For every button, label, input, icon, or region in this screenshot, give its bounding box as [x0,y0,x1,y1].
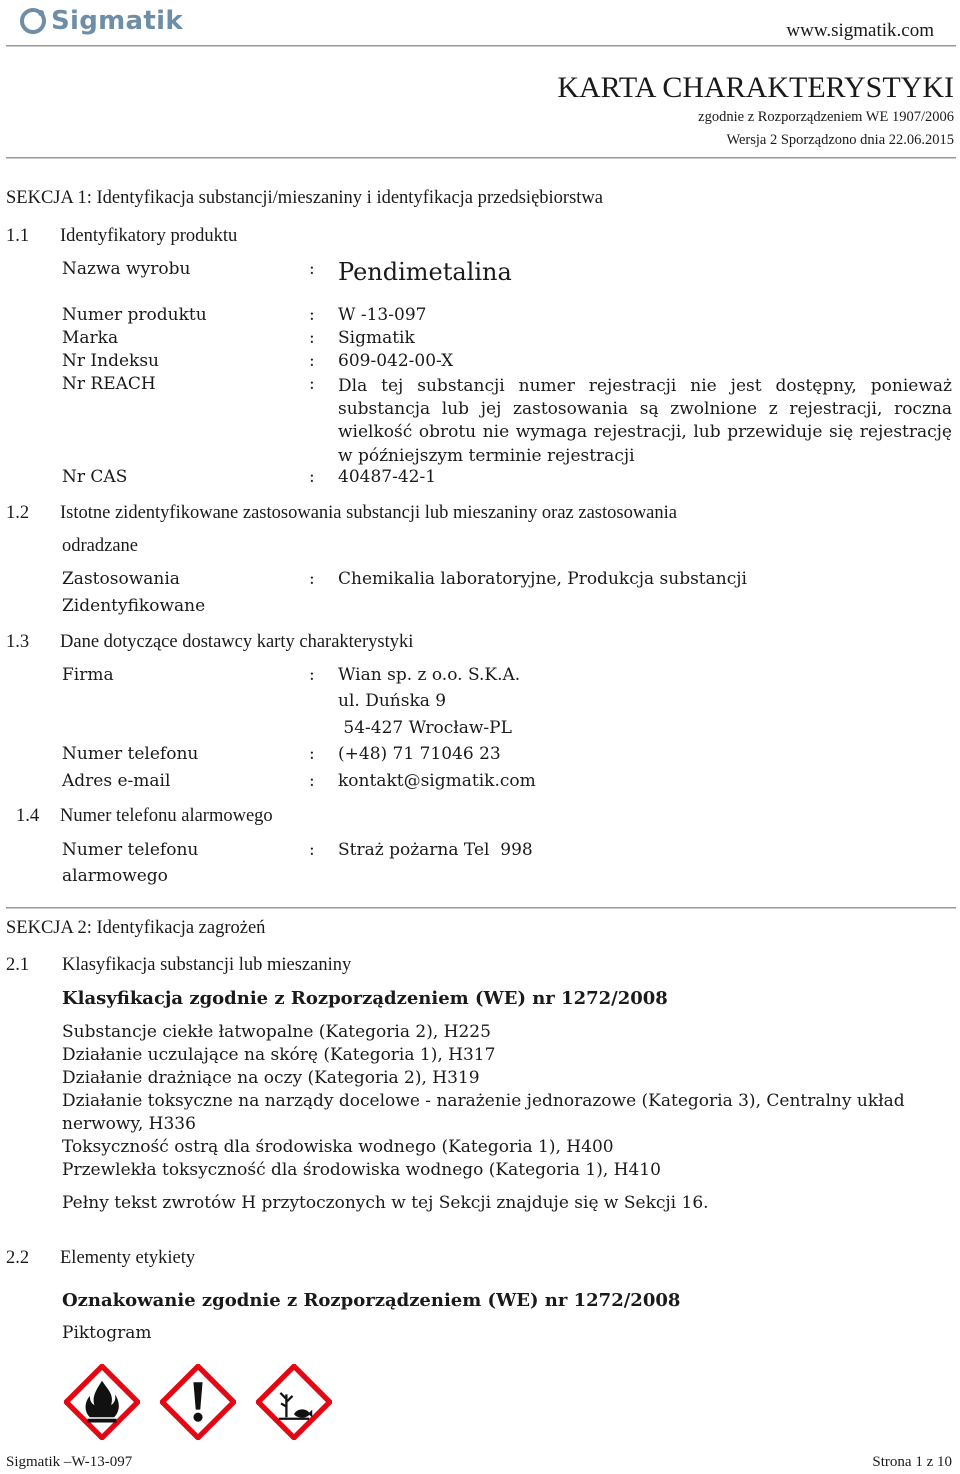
value-phone: (+48) 71 71046 23 [338,744,501,764]
label-emergency-phone: Numer telefonu [62,840,199,860]
subsection-title: Dane dotyczące dostawcy karty charakterystyki [60,632,414,652]
classification-item: Działanie drażniące na oczy (Kategoria 2), H319 [62,1068,480,1088]
value-uses: Chemikalia laboratoryjne, Produkcja substancji [338,569,747,589]
value-emergency-phone: Straż pożarna Tel 998 [338,840,533,860]
footer-product-code: Sigmatik –W-13-097 [6,1454,133,1470]
colon: : [309,569,315,589]
subsection-1-1-heading [0,226,960,250]
subsection-1-4-heading [0,806,960,830]
subsection-number: 2.1 [6,955,30,975]
colon: : [309,665,315,685]
colon: : [309,305,315,325]
regulation-line: zgodnie z Rozporządzeniem WE 1907/2006 [698,109,954,125]
colon: : [309,351,315,371]
label-numer-produktu: Numer produktu [62,305,207,325]
classification-subtitle: Klasyfikacja zgodnie z Rozporządzeniem (WE) nr 1272/2008 [62,988,668,1009]
subsection-title: Numer telefonu alarmowego [60,806,273,826]
colon: : [309,328,315,348]
value-company-street: ul. Duńska 9 [338,691,447,711]
exclamation-pictogram-icon [160,1364,236,1440]
sigmatik-logo [18,6,183,36]
email-link[interactable]: kontakt@sigmatik.com [338,771,536,791]
classification-item: Substancje ciekłe łatwopalne (Kategoria 2), H225 [62,1022,491,1042]
labelling-subtitle: Oznakowanie zgodnie z Rozporządzeniem (WE) nr 1272/2008 [62,1290,681,1311]
colon: : [309,771,315,791]
classification-item: Działanie uczulające na skórę (Kategoria 1), H317 [62,1045,496,1065]
label-nazwa-wyrobu: Nazwa wyrobu [62,259,191,279]
label-phone: Numer telefonu [62,744,199,764]
subsection-number: 1.1 [6,226,30,246]
header-divider [6,45,956,46]
label-emergency-phone-continued: alarmowego [62,866,168,886]
classification-item: Działanie toksyczne na narządy docelowe - narażenie jednorazowe (Kategoria 3), Centralny układ [62,1091,905,1111]
subsection-2-2-heading [0,1248,960,1272]
value-company-name: Wian sp. z o.o. S.K.A. [338,665,521,685]
subsection-number: 1.4 [16,806,40,826]
value-product-number: W -13-097 [338,305,427,325]
colon: : [309,467,315,487]
website-link[interactable]: www.sigmatik.com [786,20,934,41]
subsection-title-continued: odradzane [62,536,139,556]
section1-title: SEKCJA 1: Identyfikacja substancji/mieszaniny i identyfikacja przedsiębiorstwa [6,188,603,208]
subsection-2-1-heading [0,955,960,979]
subsection-number: 2.2 [6,1248,30,1268]
label-marka: Marka [62,328,119,348]
classification-item: nerwowy, H336 [62,1114,196,1134]
value-reach: Dla tej substancji numer rejestracji nie jest dostępny, ponieważ substancja lub jej zastosowania są zwolnione z rejestracji, roczna wielkość obrotu nie wymaga rejestracji, lub przewiduje się rejestrację w późniejszym terminie rejestracji [338,376,952,466]
label-nr-reach: Nr REACH [62,374,156,394]
subsection-number: 1.2 [6,503,30,523]
colon: : [309,744,315,764]
environment-pictogram-icon [256,1364,332,1440]
subsection-1-3-heading [0,632,960,656]
label-nr-indeksu: Nr Indeksu [62,351,159,371]
pictogram-label: Piktogram [62,1323,152,1343]
subsection-1-2-heading [0,503,960,527]
colon: : [309,374,315,394]
value-index-number: 609-042-00-X [338,351,454,371]
document-title: KARTA CHARAKTERYSTYKI [557,71,954,104]
subsection-title: Elementy etykiety [60,1248,196,1268]
label-firma: Firma [62,665,114,685]
h-phrases-note: Pełny tekst zwrotów H przytoczonych w tej Sekcji znajduje się w Sekcji 16. [62,1193,709,1213]
value-brand: Sigmatik [338,328,415,348]
subsection-number: 1.3 [6,632,30,652]
value-cas-number: 40487-42-1 [338,467,437,487]
classification-item: Przewlekła toksyczność dla środowiska wodnego (Kategoria 1), H410 [62,1160,661,1180]
value-product-name: Pendimetalina [338,258,512,286]
value-company-city: 54-427 Wrocław-PL [338,718,512,738]
subsection-title: Istotne zidentyfikowane zastosowania substancji lub mieszaniny oraz zastosowania [60,503,677,523]
section2-title: SEKCJA 2: Identyfikacja zagrożeń [6,918,266,938]
section-divider [6,907,956,908]
title-divider [6,157,956,158]
pictogram-row [64,1364,332,1440]
colon: : [309,840,315,860]
colon: : [309,259,315,279]
label-zastosowania: Zastosowania [62,569,180,589]
label-email: Adres e-mail [62,771,171,791]
subsection-title: Klasyfikacja substancji lub mieszaniny [62,955,352,975]
classification-item: Toksyczność ostrą dla środowiska wodnego (Kategoria 1), H400 [62,1137,614,1157]
label-nr-cas: Nr CAS [62,467,128,487]
footer-page-number: Strona 1 z 10 [872,1454,952,1470]
flame-pictogram-icon [64,1364,140,1440]
logo-text: Sigmatik [51,6,183,36]
version-line: Wersja 2 Sporządzono dnia 22.06.2015 [726,132,954,148]
logo-ring-icon [18,6,48,36]
label-zidentyfikowane: Zidentyfikowane [62,596,206,616]
subsection-title: Identyfikatory produktu [60,226,238,246]
